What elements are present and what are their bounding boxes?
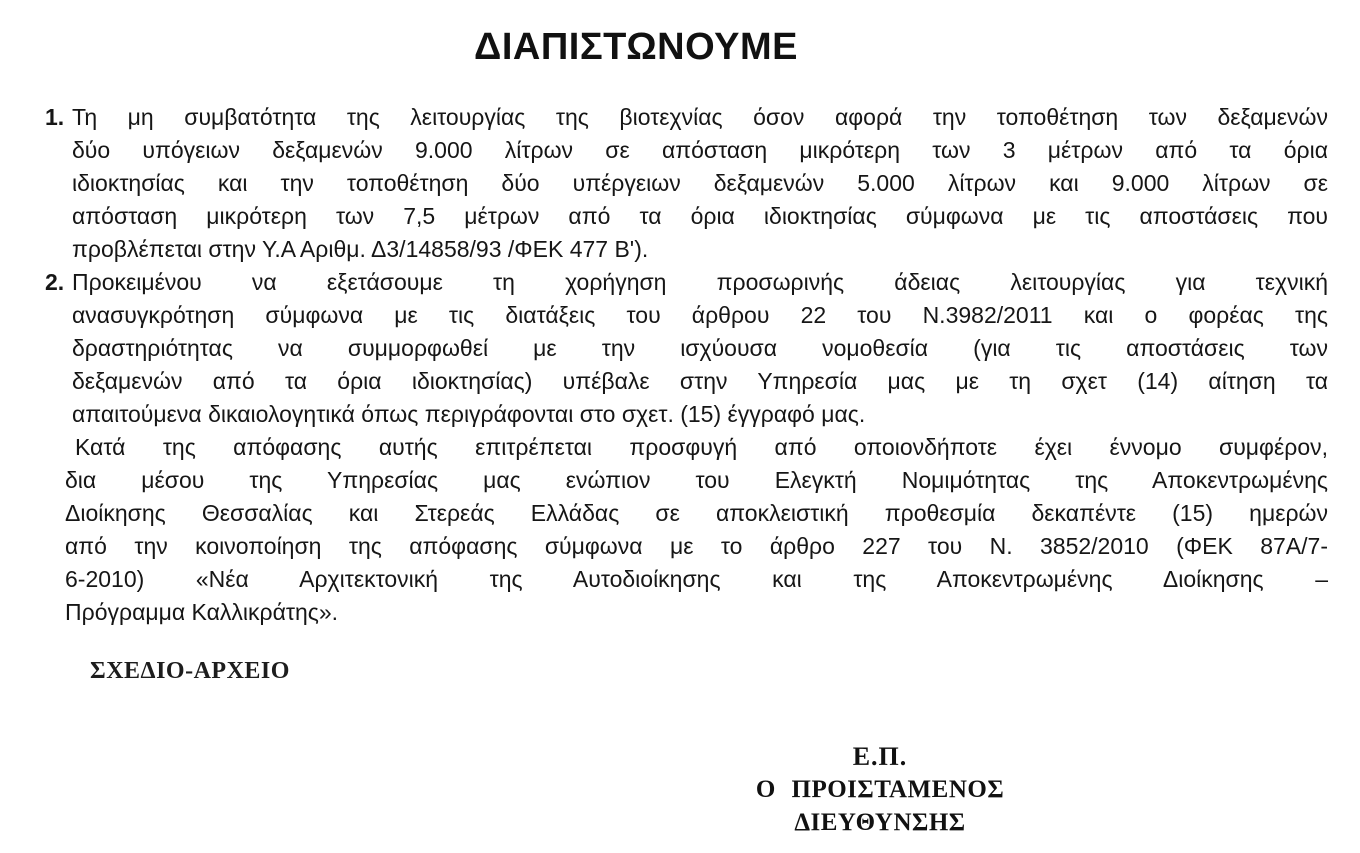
paragraph-2 — [45, 266, 1328, 431]
body-line: Διοίκησης Θεσσαλίας και Στερεάς Ελλάδας σε αποκλειστική προθεσμία δεκαπέντε (15) ημερών — [65, 500, 1328, 526]
body-line: δραστηριότητας να συμμορφωθεί με την ισχύουσα νομοθεσία (για τις αποστάσεις των — [72, 335, 1328, 361]
paragraph-2-text — [72, 266, 1328, 431]
paragraph-appeal-text — [65, 431, 1328, 629]
body-line: δεξαμενών από τα όρια ιδιοκτησίας) υπέβαλε στην Υπηρεσία μας με τη σχετ (14) αίτηση τα — [72, 368, 1328, 394]
body-line: Προκειμένου να εξετάσουμε τη χορήγηση προσωρινής άδειας λειτουργίας για τεχνική — [72, 269, 1328, 295]
body-line: προβλέπεται στην Υ.Α Αριθμ. Δ3/14858/93 /ΦΕΚ 477 Β'). — [72, 236, 649, 262]
paragraph-1-number: 1. — [45, 104, 65, 130]
body-line: 6-2010) «Νέα Αρχιτεκτονική της Αυτοδιοίκησης και της Αποκεντρωμένης Διοίκησης – — [65, 566, 1328, 592]
paragraph-1-text — [72, 101, 1328, 266]
body-line: απαιτούμενα δικαιολογητικά όπως περιγράφονται στο σχετ. (15) έγγραφό μας. — [72, 401, 866, 427]
body-line: δύο υπόγειων δεξαμενών 9.000 λίτρων σε απόσταση μικρότερη των 3 μέτρων από τα όρια — [72, 137, 1328, 163]
paragraph-2-number: 2. — [45, 269, 65, 295]
paragraph-appeal — [45, 431, 1328, 629]
file-note: ΣΧΕΔΙΟ-ΑΡΧΕΙΟ — [90, 658, 290, 684]
body-line: Κατά της απόφασης αυτής επιτρέπεται προσφυγή από οποιονδήποτε έχει έννομο συμφέρον, — [75, 434, 1328, 460]
body-line: Τη μη συμβατότητα της λειτουργίας της βιοτεχνίας όσον αφορά την τοποθέτηση των δεξαμενών — [72, 104, 1328, 130]
body-line: από την κοινοποίηση της απόφασης σύμφωνα με το άρθρο 227 του Ν. 3852/2010 (ΦΕΚ 87Α/7- — [65, 533, 1328, 559]
page-title: ΔΙΑΠΙΣΤΩΝΟΥΜΕ — [474, 26, 798, 68]
document-body — [45, 101, 1328, 629]
paragraph-1 — [45, 101, 1328, 266]
body-line: απόσταση μικρότερη των 7,5 μέτρων από τα όρια ιδιοκτησίας σύμφωνα με τις αποστάσεις που — [72, 203, 1328, 229]
body-line: ιδιοκτησίας και την τοποθέτηση δύο υπέργειων δεξαμενών 5.000 λίτρων και 9.000 λίτρων σε — [72, 170, 1328, 196]
body-line: Πρόγραμμα Καλλικράτης». — [65, 599, 339, 625]
body-line: ανασυγκρότηση σύμφωνα με τις διατάξεις του άρθρου 22 του Ν.3982/2011 και ο φορέας της — [72, 302, 1328, 328]
signature-block — [690, 741, 1070, 839]
signature-title: Ο ΠΡΟΙΣΤΑΜΕΝΟΣ ΔΙΕΥΘΥΝΣΗΣ — [755, 776, 1005, 836]
signature-ep: Ε.Π. — [852, 742, 908, 771]
body-line: δια μέσου της Υπηρεσίας μας ενώπιον του Ελεγκτή Νομιμότητας της Αποκεντρωμένης — [65, 467, 1328, 493]
